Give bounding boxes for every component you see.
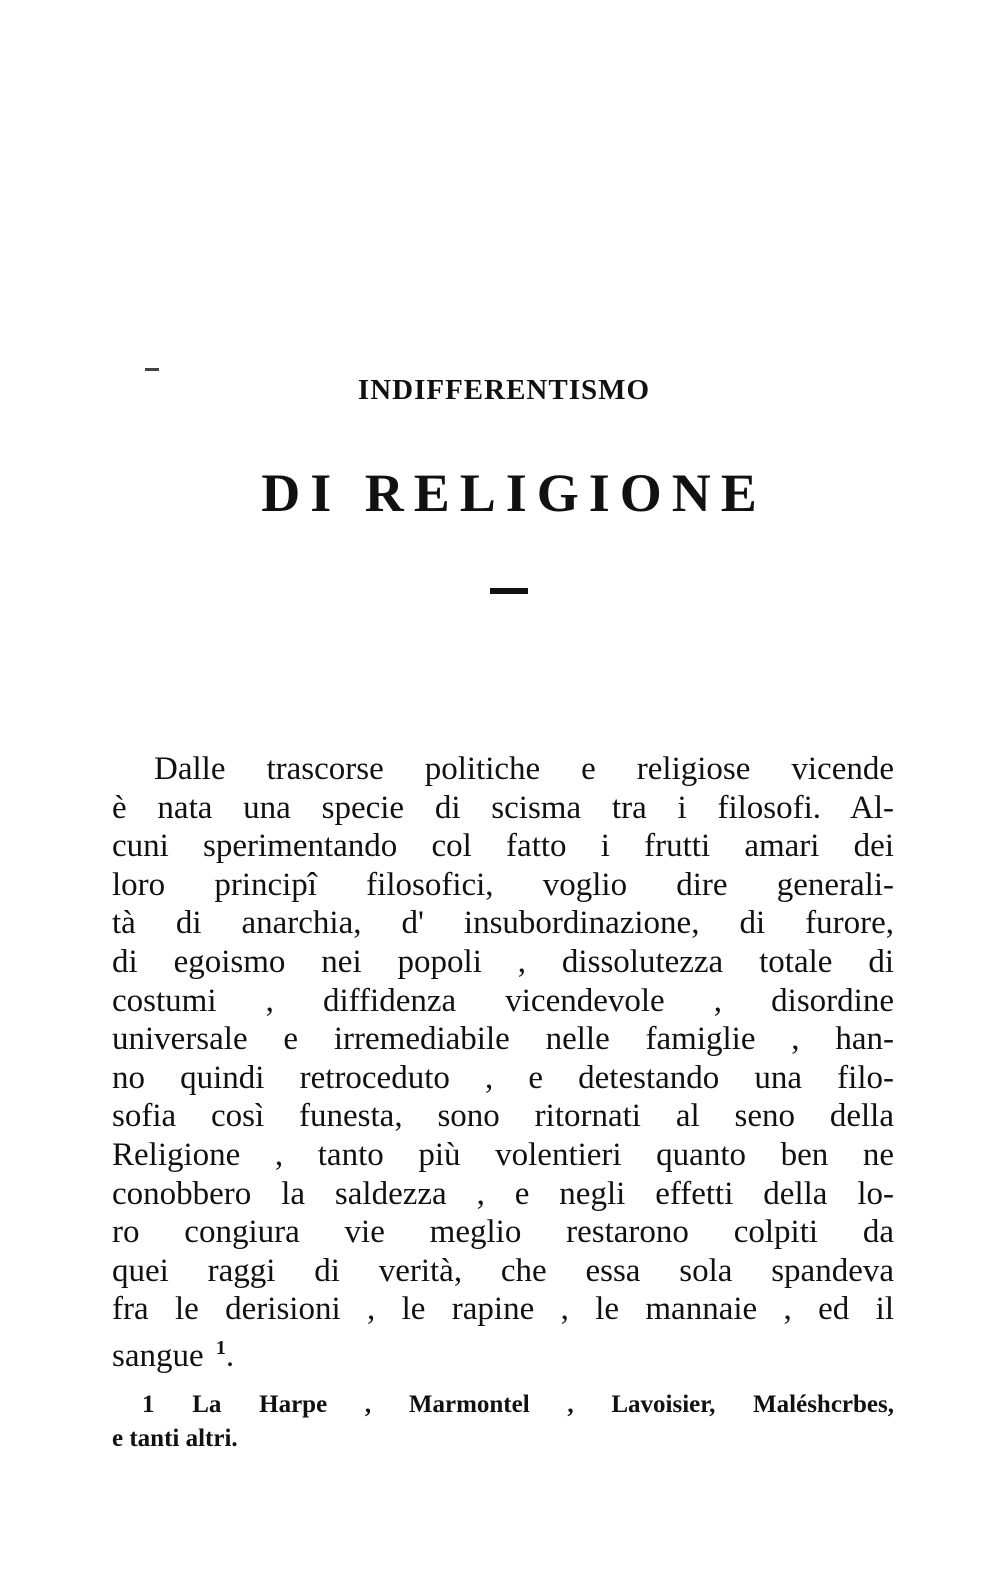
footnote-line: 1 La Harpe , Marmontel , Lavoisier, Maléshcrbes,: [142, 1391, 894, 1418]
chapter-heading-large: DI RELIGIONE: [261, 463, 767, 523]
print-mark: [145, 368, 159, 371]
end-punctuation: .: [225, 1337, 235, 1374]
text-line: ro congiura vie meglio restarono colpiti da: [112, 1214, 894, 1251]
text-line: quei raggi di verità, che essa sola spandeva: [112, 1252, 894, 1289]
text-line: Religione , tanto più volentieri quanto ben ne: [112, 1136, 894, 1173]
text-line: fra le derisioni , le rapine , le mannaie , ed il: [112, 1291, 894, 1328]
footnote-reference: 1: [215, 1336, 226, 1359]
text-line: cuni sperimentando col fatto i frutti amari dei: [112, 828, 894, 865]
footnote: [112, 1388, 894, 1456]
text-line: tà di anarchia, d' insubordinazione, di furore,: [112, 905, 894, 942]
body-paragraph: [112, 750, 894, 1374]
text-line: loro principî filosofici, voglio dire generali-: [112, 866, 894, 903]
chapter-heading-small: INDIFFERENTISMO: [357, 374, 651, 406]
text-line: costumi , diffidenza vicendevole , disordine: [112, 982, 894, 1019]
footnote-line: e tanti altri.: [112, 1425, 238, 1452]
heading-divider: [490, 588, 528, 594]
text-line-last-words: sangue: [112, 1337, 204, 1374]
text-line: no quindi retroceduto , e detestando una filo-: [112, 1059, 894, 1096]
text-line: conobbero la saldezza , e negli effetti della lo-: [112, 1175, 894, 1212]
text-line: di egoismo nei popoli , dissolutezza totale di: [112, 943, 894, 980]
text-line: universale e irremediabile nelle famiglie , han-: [112, 1021, 894, 1058]
text-line-last: [112, 1329, 894, 1374]
text-line: sofia così funesta, sono ritornati al seno della: [112, 1098, 894, 1135]
text-line: Dalle trascorse politiche e religiose vicende: [154, 751, 894, 787]
text-line: è nata una specie di scisma tra i filosofi. Al-: [112, 789, 894, 826]
